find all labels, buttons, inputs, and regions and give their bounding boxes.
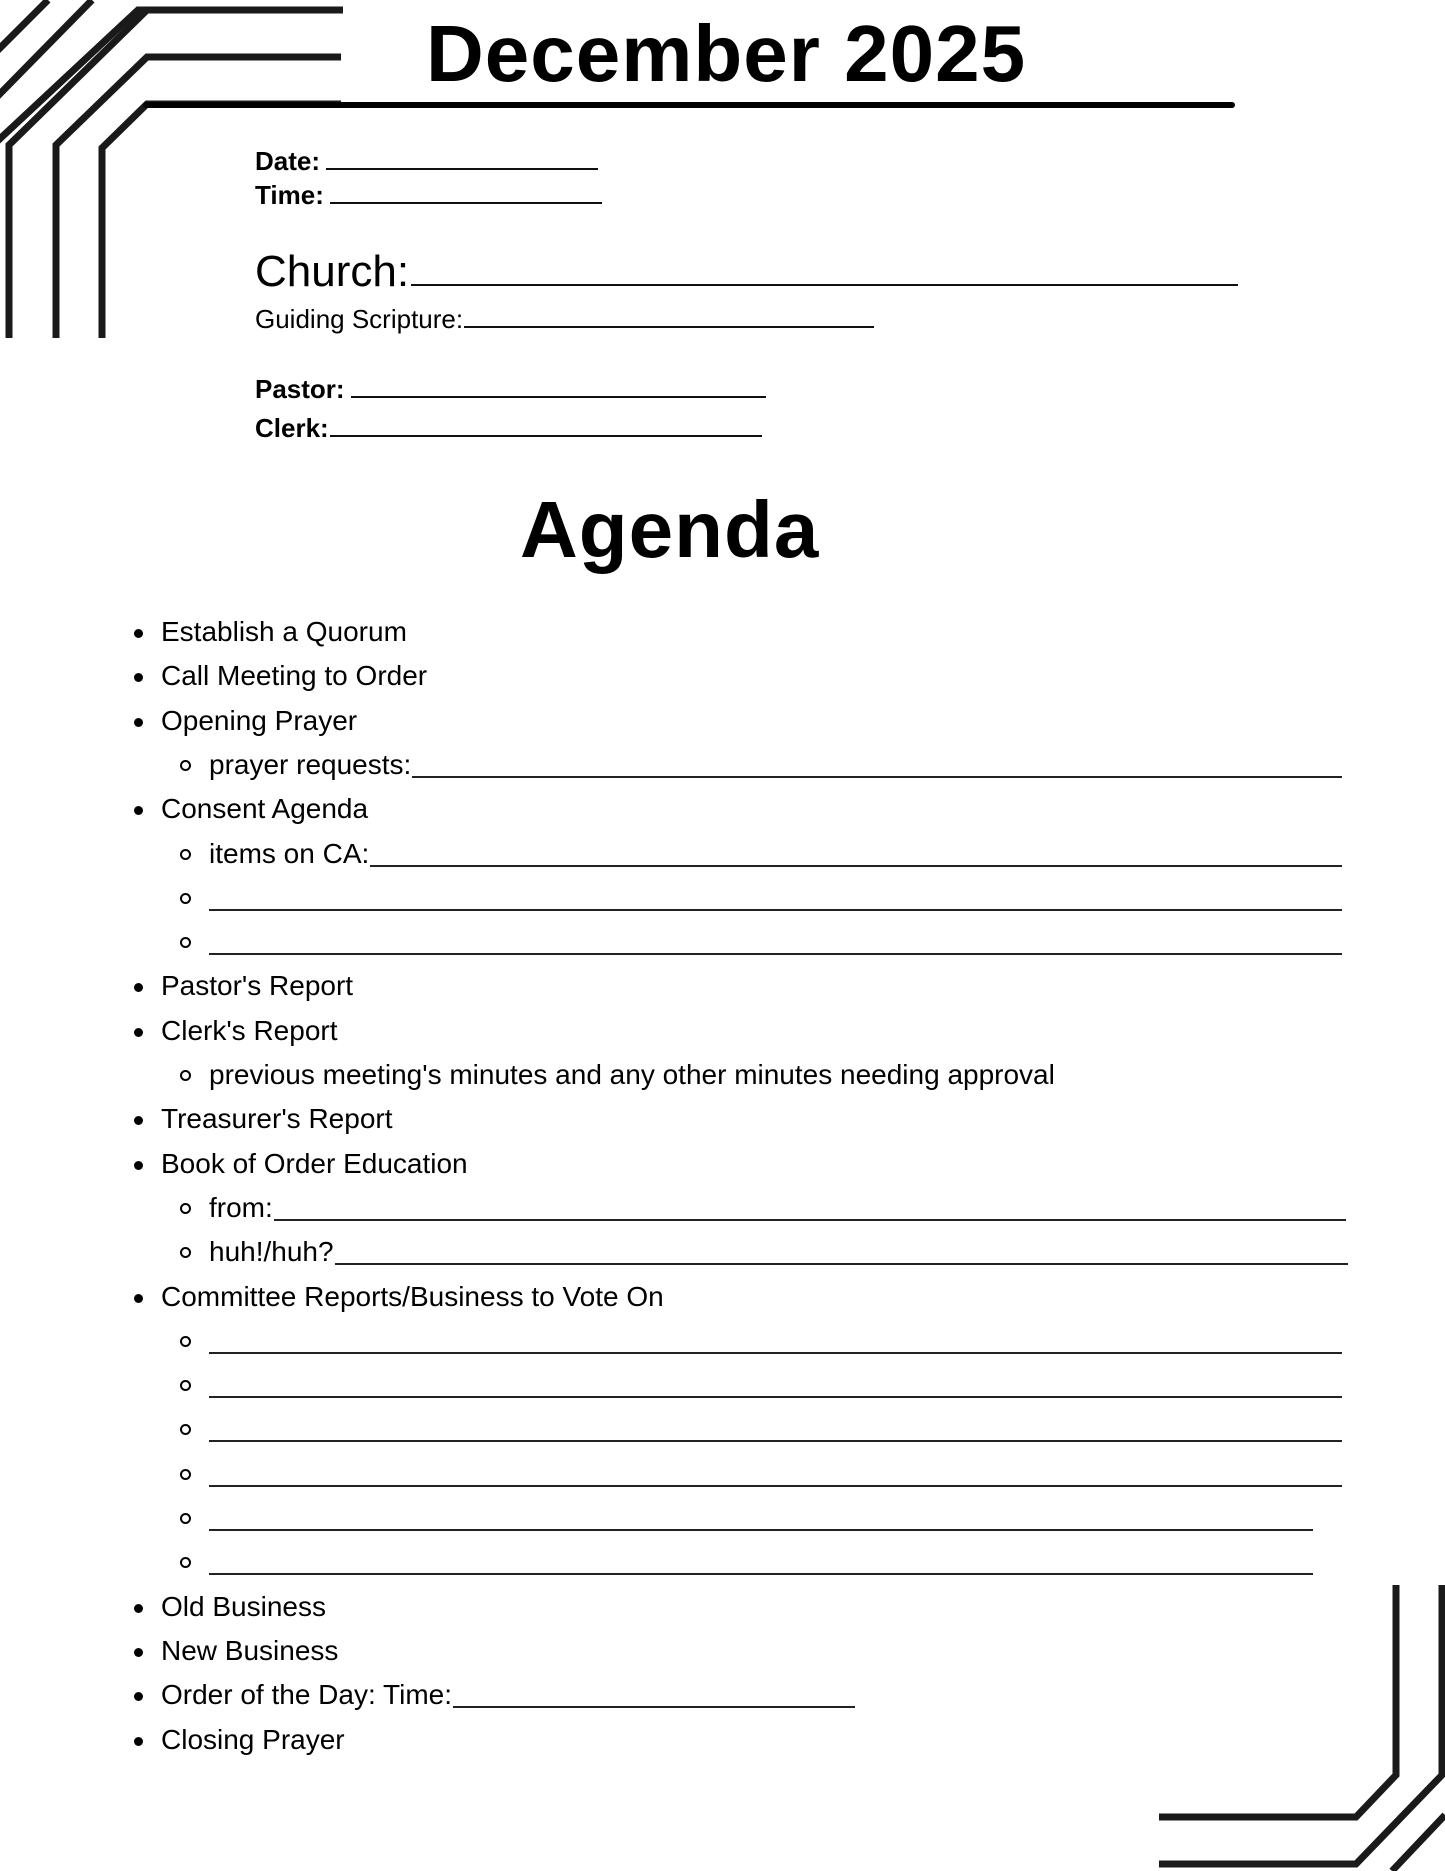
agenda-item xyxy=(161,1142,468,1186)
bullet-circle-icon xyxy=(180,1469,191,1480)
clerk-label: Clerk: xyxy=(255,413,329,443)
fill-in-blank[interactable] xyxy=(209,953,1342,955)
agenda-subitem xyxy=(209,1053,1055,1097)
bullet-dot-icon xyxy=(134,1692,143,1701)
scripture-label: Guiding Scripture: xyxy=(255,304,464,334)
agenda-subitem[interactable] xyxy=(209,1186,273,1230)
agenda-item-label: Order of the Day: Time: xyxy=(161,1679,452,1711)
agenda-item xyxy=(161,1629,338,1673)
bullet-dot-icon xyxy=(134,673,143,682)
bullet-dot-icon xyxy=(134,1648,143,1657)
agenda-item-label: Closing Prayer xyxy=(161,1723,345,1755)
agenda-item-label: New Business xyxy=(161,1634,339,1666)
agenda-item-label: Committee Reports/Business to Vote On xyxy=(161,1280,664,1312)
corner-stripes-top-left xyxy=(0,0,400,350)
fill-in-blank[interactable] xyxy=(209,1485,1342,1487)
agenda-subitem[interactable] xyxy=(209,832,369,876)
fill-in-blank[interactable] xyxy=(209,909,1342,911)
time-label: Time: xyxy=(255,180,324,210)
agenda-item[interactable] xyxy=(161,1673,452,1717)
title-underline xyxy=(143,102,1235,108)
agenda-item xyxy=(161,787,368,831)
agenda-item-label: Establish a Quorum xyxy=(161,616,407,647)
clerk-blank[interactable] xyxy=(330,434,762,437)
bullet-circle-icon xyxy=(180,1424,191,1435)
agenda-item xyxy=(161,1585,326,1629)
bullet-dot-icon xyxy=(134,629,143,638)
agenda-item-label: Opening Prayer xyxy=(161,704,358,736)
agenda-item xyxy=(161,1097,393,1141)
agenda-item xyxy=(161,1718,345,1762)
bullet-dot-icon xyxy=(134,1116,143,1125)
fill-in-blank[interactable] xyxy=(335,1263,1348,1265)
agenda-subitem[interactable] xyxy=(209,743,411,787)
agenda-item xyxy=(161,964,353,1008)
fill-in-blank[interactable] xyxy=(209,1440,1342,1442)
agenda-item-label: Pastor's Report xyxy=(161,970,354,1002)
agenda-item-label: prayer requests: xyxy=(209,748,412,780)
agenda-subitem[interactable] xyxy=(209,1230,334,1274)
agenda-item xyxy=(161,699,357,743)
church-field[interactable] xyxy=(255,247,1238,296)
fill-in-blank[interactable] xyxy=(412,776,1342,778)
date-label: Date: xyxy=(255,146,321,176)
clerk-field[interactable] xyxy=(255,415,762,441)
date-field[interactable] xyxy=(255,148,598,174)
bullet-dot-icon xyxy=(134,1604,143,1613)
bullet-circle-icon xyxy=(180,937,191,948)
agenda-item xyxy=(161,654,427,698)
bullet-circle-icon xyxy=(180,760,191,771)
fill-in-blank[interactable] xyxy=(209,1573,1313,1575)
bullet-circle-icon xyxy=(180,1203,191,1214)
bullet-dot-icon xyxy=(134,983,143,992)
date-blank[interactable] xyxy=(326,167,598,170)
time-blank[interactable] xyxy=(330,201,602,204)
scripture-field[interactable] xyxy=(255,306,874,332)
fill-in-blank[interactable] xyxy=(453,1706,855,1708)
bullet-dot-icon xyxy=(134,1028,143,1037)
bullet-circle-icon xyxy=(180,1070,191,1081)
agenda-item-label: huh!/huh? xyxy=(209,1236,334,1268)
agenda-item-label: Old Business xyxy=(161,1590,326,1622)
fill-in-blank[interactable] xyxy=(274,1219,1346,1221)
fill-in-blank[interactable] xyxy=(209,1529,1313,1531)
bullet-dot-icon xyxy=(134,1737,143,1746)
bullet-circle-icon xyxy=(180,1247,191,1258)
fill-in-blank[interactable] xyxy=(370,865,1342,867)
agenda-item-label: Consent Agenda xyxy=(161,793,369,825)
fill-in-blank[interactable] xyxy=(209,1396,1342,1398)
agenda-item-label: Clerk's Report xyxy=(161,1014,338,1046)
bullet-dot-icon xyxy=(134,1294,143,1303)
pastor-label: Pastor: xyxy=(255,374,345,404)
time-field[interactable] xyxy=(255,182,602,208)
church-label: Church: xyxy=(255,247,410,296)
bullet-dot-icon xyxy=(134,718,143,727)
agenda-item xyxy=(161,1275,664,1319)
agenda-heading: Agenda xyxy=(520,485,820,574)
pastor-field[interactable] xyxy=(255,376,766,402)
bullet-dot-icon xyxy=(134,806,143,815)
bullet-circle-icon xyxy=(180,1513,191,1524)
bullet-circle-icon xyxy=(180,1380,191,1391)
bullet-circle-icon xyxy=(180,893,191,904)
agenda-item-label: from: xyxy=(209,1191,273,1223)
pastor-blank[interactable] xyxy=(351,395,766,398)
fill-in-blank[interactable] xyxy=(209,1352,1342,1354)
scripture-blank[interactable] xyxy=(464,325,874,328)
bullet-dot-icon xyxy=(134,1161,143,1170)
agenda-item-label: Call Meeting to Order xyxy=(161,660,428,692)
agenda-item xyxy=(161,1009,338,1053)
church-blank[interactable] xyxy=(411,283,1238,286)
bullet-circle-icon xyxy=(180,1336,191,1347)
bullet-circle-icon xyxy=(180,849,191,860)
agenda-item-label: previous meeting's minutes and any other minutes needing approval xyxy=(209,1059,1055,1090)
agenda-item-label: items on CA: xyxy=(209,837,370,869)
agenda-item-label: Book of Order Education xyxy=(161,1147,468,1179)
bullet-circle-icon xyxy=(180,1557,191,1568)
agenda-item-label: Treasurer's Report xyxy=(161,1103,393,1135)
agenda-item xyxy=(161,610,407,654)
page-title: December 2025 xyxy=(426,9,1027,98)
